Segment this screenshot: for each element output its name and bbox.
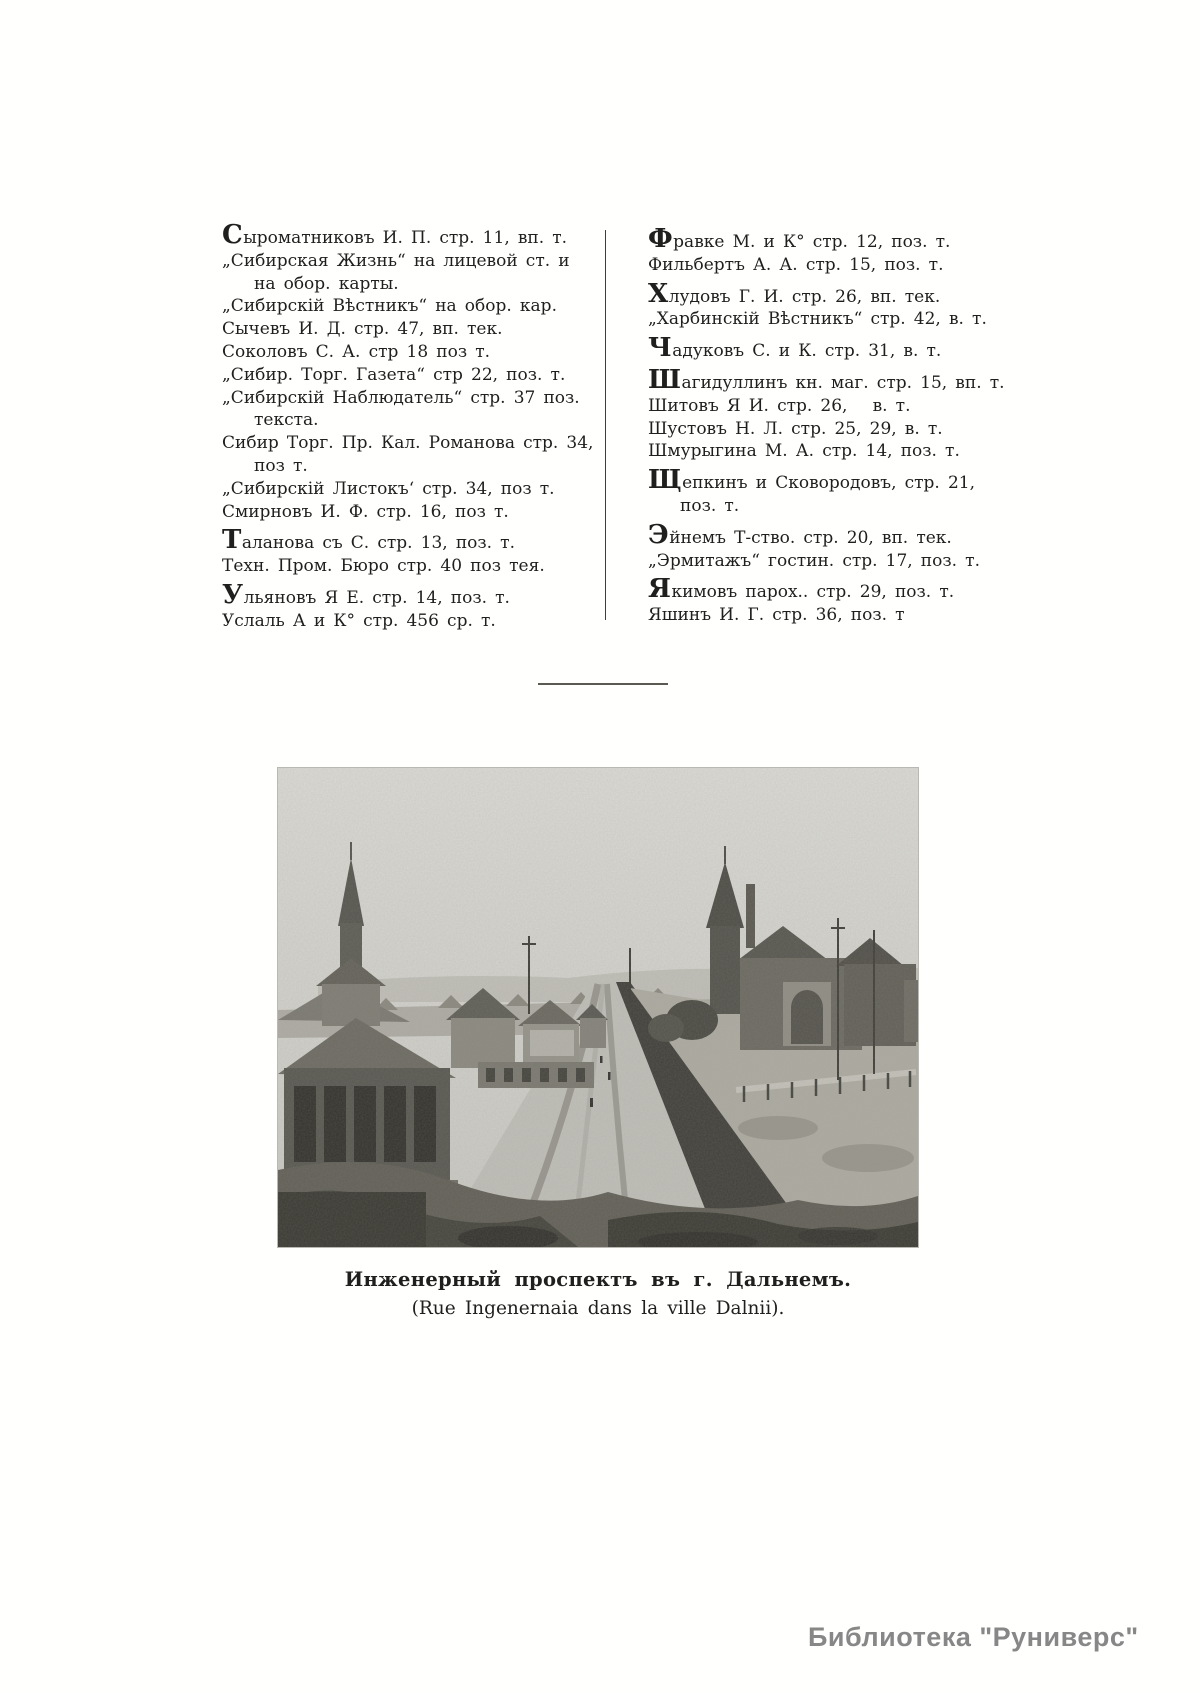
entry-initial-letter: С (222, 220, 244, 250)
index-entry: Шустовъ Н. Л. стр. 25, 29, в. т. (648, 418, 943, 439)
index-entry: текста. (254, 410, 319, 431)
entry-initial-letter: Ф (648, 224, 674, 254)
index-entry: „Сибир. Торг. Газета“ стр 22, поз. т. (222, 364, 566, 385)
index-entry: „Эрмитажъ“ гостин. стр. 17, поз. т. (648, 550, 980, 571)
entry-initial-letter: Х (648, 278, 669, 309)
index-entry: Эйнемъ Т-ство. стр. 20, вп. тек. (648, 519, 952, 550)
section-separator-rule (538, 683, 668, 685)
index-entry: „Сибирскій Листокъ‘ стр. 34, поз т. (222, 478, 555, 499)
index-entry: Шмурыгина М. А. стр. 14, поз. т. (648, 441, 960, 462)
index-entry: Сибир Торг. Пр. Кал. Романова стр. 34, (222, 433, 594, 454)
entry-initial-letter: Э (648, 519, 670, 550)
index-entry: Техн. Пром. Бюро стр. 40 поз тея. (222, 556, 545, 577)
index-entry: Ульяновъ Я Е. стр. 14, поз. т. (222, 579, 510, 610)
photo-caption (278, 1268, 918, 1319)
index-entry: „Харбинскій Вѣстникъ“ стр. 42, в. т. (648, 309, 987, 330)
column-divider-line (605, 230, 606, 620)
index-entry: поз т. (254, 455, 308, 476)
index-entry: Яшинъ И. Г. стр. 36, поз. т (648, 605, 905, 626)
index-entry: Чадуковъ С. и К. стр. 31, в. т. (648, 333, 942, 364)
index-entry: Услаль А и К° стр. 456 ср. т. (222, 610, 496, 631)
index-entry: Фильбертъ А. А. стр. 15, поз. т. (648, 254, 944, 275)
street-photo-illustration (278, 768, 918, 1247)
entry-initial-letter: Я (648, 574, 672, 605)
index-entry: поз. т. (680, 495, 740, 516)
index-column-left (222, 220, 594, 633)
index-entry: Соколовъ С. А. стр 18 поз т. (222, 341, 491, 362)
index-entry: Сычевъ И. Д. стр. 47, вп. тек. (222, 319, 503, 340)
street-photograph (278, 768, 918, 1247)
entry-initial-letter: Т (222, 525, 242, 556)
index-entry: Смирновъ И. Ф. стр. 16, поз т. (222, 501, 509, 522)
index-entry: Шагидуллинъ кн. маг. стр. 15, вп. т. (648, 364, 1005, 395)
index-entry: Шитовъ Я И. стр. 26, в. т. (648, 395, 911, 416)
index-entry: Сыроматниковъ И. П. стр. 11, вп. т. (222, 220, 568, 250)
index-entry: „Сибирскій Вѣстникъ“ на обор. кар. (222, 296, 557, 317)
index-entry: Щепкинъ и Сковородовъ, стр. 21, (648, 465, 975, 496)
entry-initial-letter: Щ (648, 465, 683, 496)
index-entry: Таланова съ С. стр. 13, поз. т. (222, 525, 515, 556)
index-entry: Фравке М. и К° стр. 12, поз. т. (648, 224, 951, 254)
entry-initial-letter: У (222, 579, 244, 610)
photo-caption-french: (Rue Ingenernaia dans la ville Dalnii). (411, 1298, 785, 1319)
entry-initial-letter: Ч (648, 333, 673, 364)
entry-initial-letter: Ш (648, 364, 682, 395)
index-entry: Хлудовъ Г. И. стр. 26, вп. тек. (648, 278, 941, 309)
library-watermark: Библиотека "Руниверс" (808, 1622, 1139, 1652)
index-entry: Якимовъ парох.. стр. 29, поз. т. (648, 574, 955, 605)
index-column-right (648, 224, 1018, 627)
index-entry: „Сибирская Жизнь“ на лицевой ст. и (222, 250, 570, 271)
index-entry: на обор. карты. (254, 273, 399, 294)
photo-caption-russian: Инженерный проспектъ въ г. Дальнемъ. (344, 1268, 852, 1291)
index-entry: „Сибирскій Наблюдатель“ стр. 37 поз. (222, 387, 580, 408)
